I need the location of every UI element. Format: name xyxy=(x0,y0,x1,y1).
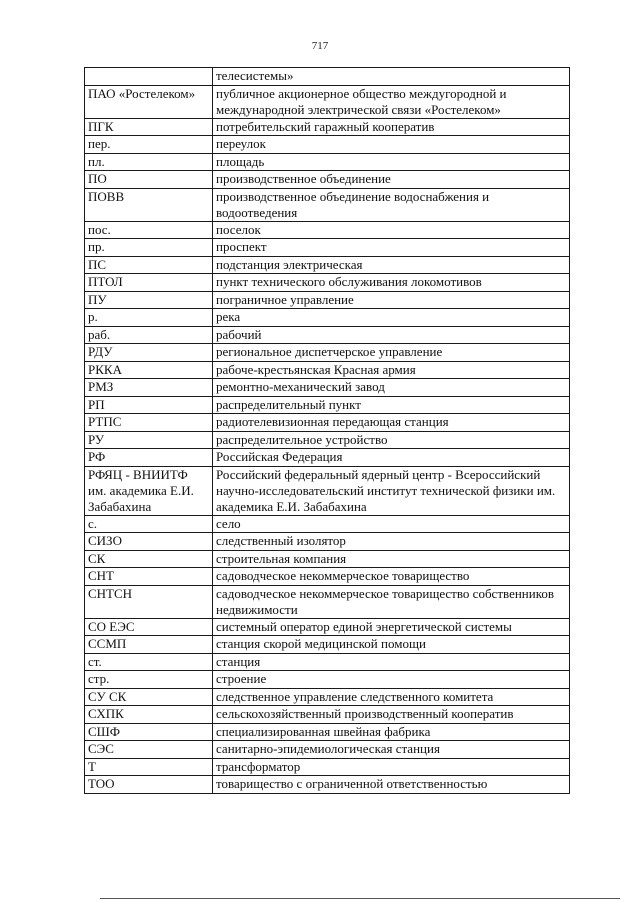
meaning-cell: станция скорой медицинской помощи xyxy=(213,636,570,654)
meaning-cell: пункт технического обслуживания локомотивов xyxy=(213,274,570,292)
meaning-cell: площадь xyxy=(213,153,570,171)
abbreviation-cell: ПУ xyxy=(85,291,213,309)
abbreviation-cell: ПОВВ xyxy=(85,188,213,221)
abbreviation-cell: с. xyxy=(85,515,213,533)
abbreviation-cell: СК xyxy=(85,550,213,568)
abbreviation-cell: ПАО «Ростелеком» xyxy=(85,85,213,118)
table-row xyxy=(85,68,570,86)
meaning-cell: Российский федеральный ядерный центр - Всероссийский научно-исследовательский институт технической физики им. академика Е.И. Забабахина xyxy=(213,466,570,515)
abbreviation-cell: Т xyxy=(85,758,213,776)
table-row xyxy=(85,550,570,568)
meaning-cell: телесистемы» xyxy=(213,68,570,86)
meaning-cell: распределительный пункт xyxy=(213,396,570,414)
table-row xyxy=(85,688,570,706)
meaning-cell: товарищество с ограниченной ответственностью xyxy=(213,776,570,794)
table-row xyxy=(85,466,570,515)
table-row xyxy=(85,396,570,414)
meaning-cell: санитарно-эпидемиологическая станция xyxy=(213,741,570,759)
table-row xyxy=(85,618,570,636)
table-row xyxy=(85,221,570,239)
meaning-cell: ремонтно-механический завод xyxy=(213,379,570,397)
abbreviation-cell: р. xyxy=(85,309,213,327)
meaning-cell: потребительский гаражный кооператив xyxy=(213,118,570,136)
meaning-cell: садоводческое некоммерческое товарищество собственников недвижимости xyxy=(213,585,570,618)
table-row xyxy=(85,723,570,741)
meaning-cell: станция xyxy=(213,653,570,671)
abbreviation-cell: ПГК xyxy=(85,118,213,136)
meaning-cell: поселок xyxy=(213,221,570,239)
table-row xyxy=(85,361,570,379)
table-row xyxy=(85,431,570,449)
meaning-cell: сельскохозяйственный производственный кооператив xyxy=(213,706,570,724)
abbreviations-table-body xyxy=(85,68,570,794)
abbreviation-cell: РТПС xyxy=(85,414,213,432)
table-row xyxy=(85,414,570,432)
meaning-cell: рабочий xyxy=(213,326,570,344)
page-number: 717 xyxy=(311,40,329,52)
meaning-cell: публичное акционерное общество междугородной и международной электрической связи «Ростелеком» xyxy=(213,85,570,118)
table-row xyxy=(85,291,570,309)
meaning-cell: подстанция электрическая xyxy=(213,256,570,274)
abbreviation-cell: РП xyxy=(85,396,213,414)
table-row xyxy=(85,274,570,292)
abbreviation-cell: стр. xyxy=(85,671,213,689)
abbreviation-cell: пер. xyxy=(85,136,213,154)
meaning-cell: переулок xyxy=(213,136,570,154)
abbreviation-cell: РФ xyxy=(85,449,213,467)
meaning-cell: рабоче-крестьянская Красная армия xyxy=(213,361,570,379)
abbreviation-cell: пос. xyxy=(85,221,213,239)
table-row xyxy=(85,136,570,154)
table-row xyxy=(85,741,570,759)
table-row xyxy=(85,118,570,136)
meaning-cell: строение xyxy=(213,671,570,689)
abbreviation-cell: СШФ xyxy=(85,723,213,741)
abbreviation-cell: ССМП xyxy=(85,636,213,654)
meaning-cell: производственное объединение водоснабжения и водоотведения xyxy=(213,188,570,221)
table-row xyxy=(85,188,570,221)
meaning-cell: Российская Федерация xyxy=(213,449,570,467)
table-row xyxy=(85,326,570,344)
abbreviations-table xyxy=(84,67,570,794)
table-row xyxy=(85,671,570,689)
meaning-cell: производственное объединение xyxy=(213,171,570,189)
meaning-cell: радиотелевизионная передающая станция xyxy=(213,414,570,432)
table-row xyxy=(85,636,570,654)
table-row xyxy=(85,239,570,257)
abbreviation-cell: ст. xyxy=(85,653,213,671)
meaning-cell: река xyxy=(213,309,570,327)
table-row xyxy=(85,449,570,467)
abbreviation-cell: РДУ xyxy=(85,344,213,362)
table-row xyxy=(85,344,570,362)
abbreviation-cell: РФЯЦ - ВНИИТФ им. академика Е.И. Забабахина xyxy=(85,466,213,515)
footer-divider xyxy=(100,898,620,899)
abbreviation-cell: пл. xyxy=(85,153,213,171)
meaning-cell: следственное управление следственного комитета xyxy=(213,688,570,706)
table-row xyxy=(85,85,570,118)
table-row xyxy=(85,585,570,618)
table-row xyxy=(85,256,570,274)
abbreviation-cell: ТОО xyxy=(85,776,213,794)
abbreviation-cell: СИЗО xyxy=(85,533,213,551)
abbreviation-cell: ПО xyxy=(85,171,213,189)
meaning-cell: село xyxy=(213,515,570,533)
table-row xyxy=(85,533,570,551)
meaning-cell: следственный изолятор xyxy=(213,533,570,551)
table-row xyxy=(85,171,570,189)
table-row xyxy=(85,515,570,533)
abbreviation-cell: СО ЕЭС xyxy=(85,618,213,636)
table-row xyxy=(85,153,570,171)
meaning-cell: региональное диспетчерское управление xyxy=(213,344,570,362)
meaning-cell: системный оператор единой энергетической системы xyxy=(213,618,570,636)
abbreviation-cell: пр. xyxy=(85,239,213,257)
meaning-cell: строительная компания xyxy=(213,550,570,568)
table-row xyxy=(85,653,570,671)
abbreviation-cell: ПС xyxy=(85,256,213,274)
abbreviation-cell: ПТОЛ xyxy=(85,274,213,292)
meaning-cell: трансформатор xyxy=(213,758,570,776)
abbreviation-cell: СУ СК xyxy=(85,688,213,706)
abbreviation-cell: СХПК xyxy=(85,706,213,724)
abbreviation-cell: СЭС xyxy=(85,741,213,759)
abbreviation-cell: СНТСН xyxy=(85,585,213,618)
table-row xyxy=(85,379,570,397)
abbreviation-cell: РМЗ xyxy=(85,379,213,397)
abbreviation-cell: СНТ xyxy=(85,568,213,586)
meaning-cell: пограничное управление xyxy=(213,291,570,309)
abbreviation-cell xyxy=(85,68,213,86)
abbreviation-cell: РККА xyxy=(85,361,213,379)
table-row xyxy=(85,309,570,327)
meaning-cell: распределительное устройство xyxy=(213,431,570,449)
abbreviation-cell: РУ xyxy=(85,431,213,449)
meaning-cell: садоводческое некоммерческое товарищество xyxy=(213,568,570,586)
table-row xyxy=(85,776,570,794)
table-row xyxy=(85,706,570,724)
table-row xyxy=(85,568,570,586)
table-row xyxy=(85,758,570,776)
meaning-cell: проспект xyxy=(213,239,570,257)
meaning-cell: специализированная швейная фабрика xyxy=(213,723,570,741)
abbreviation-cell: раб. xyxy=(85,326,213,344)
